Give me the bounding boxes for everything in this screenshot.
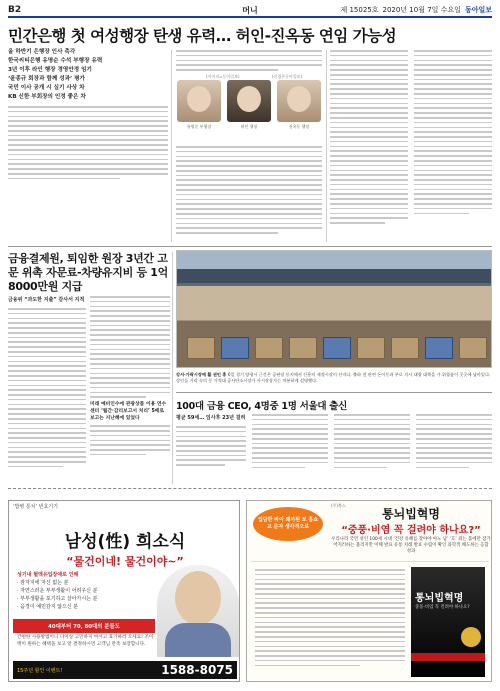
market-photo — [176, 250, 492, 368]
ad-description: 우리나라 국민 성인 100세 시대 ‘건강 유혜를 찾아야 아노 남’ ‘흐’ 죄는 몸에만 잠가 어지러하는 불리지만 이해 발표 유통 치례 발표 수립이 확인 과학적 해도하는 응함 성과 — [331, 537, 491, 554]
body-text — [330, 50, 408, 242]
photo-caption-text: 6일 경기 양평시 근간은 공판장 등지에서 신용의 제정시장이 산지다. 출하 전 관련 돈이동과 주로 지사 대량 대책을 가 위협품이 곳곳에 남아있다. 상인들 거리 속의 동 가격대 공사단소시장가 사시장상가는 차분하게 설명했다. — [176, 372, 491, 383]
portrait — [226, 80, 272, 140]
ad-red-banner: 40대부터 70, 80대의 분들도 — [13, 619, 155, 633]
story1-subheads — [8, 48, 168, 244]
portrait-image — [227, 80, 271, 122]
ad-body-text — [255, 569, 405, 677]
photo-credit: (이미지=동아일보) — [206, 74, 240, 79]
page-number: B2 — [8, 5, 22, 15]
advertisement-left[interactable] — [8, 500, 240, 682]
ad-small-text: 간편한 사용방법이니 다이상 고민하지 마시고 효기하러 오세요! 조이맥이 원하는 혜택을 보고 알 결정하시면 고객님 만족 보장합니다. — [17, 635, 154, 647]
portrait-caption: 허인 행장 — [240, 124, 258, 129]
ad-bullet: · 잠자지에 자신 없는 분 — [17, 580, 69, 586]
ad-bullet: · 부부생활을 포기하고 살아가시는 분 — [17, 596, 98, 602]
ad-badge: 입담한 바이 왜까된 보 홈쇼교 문자 생각적으로 — [253, 507, 323, 541]
body-text — [176, 146, 322, 242]
book-band — [411, 653, 485, 661]
ad-phone-box[interactable] — [13, 661, 237, 679]
ad-bullet: 성기내 혈액유입장애로 인해 — [17, 572, 79, 578]
issue-number: 제 15025호 — [340, 6, 379, 14]
page-header — [8, 4, 492, 18]
ad-person-image — [157, 565, 239, 657]
executive-photos — [176, 80, 322, 140]
story2-headline: 금융결제원, 퇴임한 원장 3년간 고문 위촉 자문료-차량유지비 등 1억8000만원 지급 — [8, 252, 168, 293]
story3-column — [252, 414, 328, 484]
photo-caption-title: 강서·가락시장에 활 권인 흥 — [176, 372, 227, 377]
issue-date: 2020년 10월 7일 수요일 — [382, 6, 461, 14]
column-divider — [326, 50, 327, 242]
issue-info — [340, 5, 492, 15]
story2-subhead: 금융위 “과도한 지출” 감사서 지적 — [8, 297, 85, 303]
ad-bullet: · 음경이 예민감지 않으신 분 — [17, 604, 79, 610]
story3-headline: 100대 금융 CEO, 4명중 1명 서울대 출신 — [176, 401, 347, 412]
story3-subhead: 평균 59세… 임사후 23년 걸려 — [176, 415, 246, 421]
paper-logo: 동아일보 — [464, 6, 492, 14]
ad-separator — [251, 561, 489, 562]
ad-publisher: (주)북스 — [331, 503, 346, 508]
ad-book-title: 통뇌빕혁명 — [382, 507, 440, 521]
ad-slogan: “물건이네! 물건이야~” — [66, 555, 184, 568]
book-cover-image[interactable] — [411, 567, 485, 677]
column-divider — [172, 252, 173, 484]
advertisement-area — [0, 492, 500, 691]
section-title: 머니 — [242, 5, 258, 15]
portrait — [276, 80, 322, 140]
ad-divider — [8, 488, 492, 489]
body-text — [8, 106, 168, 179]
story3-column — [176, 414, 246, 484]
subhead: 올 하반기 은행장 인사 촉각 — [8, 49, 76, 55]
ad-phone-number[interactable]: 1588-8075 — [161, 663, 233, 677]
story3-column — [416, 414, 492, 484]
story3-column — [334, 414, 410, 484]
story2-sidehead: 미래 예비인수에 관광상품 이용 연수센터 ‘월간·감리보고서 처리’ 5배로 보고는 지난해에 있었다 — [90, 402, 167, 422]
portrait-image — [177, 80, 221, 122]
story2-column — [8, 296, 86, 484]
story2-column — [90, 296, 170, 484]
book-seal-icon — [461, 627, 481, 647]
advertisement-right[interactable] — [246, 500, 492, 682]
section-divider — [176, 392, 492, 393]
body-text — [414, 50, 492, 242]
ad-phone-label: 15주년 할인 이벤트! — [17, 667, 63, 674]
subhead: 한국씨티은행 유명순 수석 부행장 유력 — [8, 58, 103, 64]
portrait-caption: 유명순 부행장 — [186, 124, 212, 129]
ad-tag: ‘밥병 통치’ 빈효기기 — [13, 504, 58, 510]
portrait-caption: 진옥동 행장 — [288, 124, 310, 129]
column-divider — [171, 50, 172, 242]
photo-caption — [176, 372, 492, 384]
ad-bullets — [17, 571, 157, 611]
section-divider — [8, 246, 492, 247]
subhead: KB 신한 부회장의 인정 좋은 차 — [8, 94, 86, 100]
book-cover-title: 통뇌빕혁명 — [415, 593, 464, 604]
portrait — [176, 80, 222, 140]
subhead: 3년 이후 라인 행장 경영안정 임기 — [8, 67, 92, 73]
subhead: 국민 이사 공개 시 실기 사상 차 — [8, 85, 85, 91]
main-headline: 민간은행 첫 여성행장 탄생 유력… 허인-진옥동 연임 가능성 — [8, 27, 397, 45]
ad-bullet: · 자연스러운 부부생활이 어려우신 분 — [17, 588, 98, 594]
portrait-image — [277, 80, 321, 122]
ad-title: 남성(性) 희소식 — [64, 532, 186, 552]
photo-credit: (신경은동아일보) — [272, 74, 303, 79]
subhead: ‘윤종규 회장과 함께 성과’ 평가 — [8, 76, 85, 82]
ad-book-subtitle: “중풍·비염 꼭 걸려야 하나요?” — [341, 525, 481, 536]
book-cover-subtitle: 중풍·비염 꼭 걸려야 하나요? — [415, 605, 470, 610]
